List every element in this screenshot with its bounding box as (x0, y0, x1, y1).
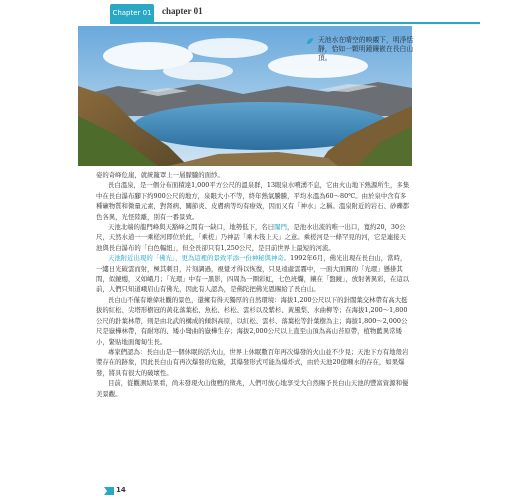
chapter-tab: Chapter 01 (110, 4, 154, 22)
page-tab-icon (104, 487, 114, 495)
paragraph-1: 姿的奇峰危崖，就統籠罩上一層朦朧的面紗。 (96, 171, 224, 179)
header-rule (110, 22, 480, 24)
article-body (96, 170, 412, 399)
paragraph-4 (96, 253, 412, 295)
page-footer (104, 486, 144, 496)
paragraph-7: 目前，從觀測結果看，尚未發現火山復甦的徵兆，人們可放心地享受大自然賜予長白山天池的豐富資源和優美景觀。 (96, 379, 409, 398)
leaf-icon (306, 37, 314, 45)
photo-caption: 天池水在晴空的映襯下，明淨恬靜，恰如一顆明鏡鑲嵌在長白山頂。 (318, 36, 414, 62)
paragraph-3 (96, 222, 412, 253)
paragraph-4-highlight: 天池附近出現的「佛光」，更為這裡的景致平添一份神秘與神奇。 (108, 254, 291, 263)
chapter-header (62, 4, 480, 24)
page-number: 14 (116, 486, 126, 494)
chapter-title: chapter 01 (162, 6, 203, 16)
paragraph-3-text-a: 天池北端的龍門峰與天豁峰之間有一缺口，地勢低下，名曰 (108, 223, 275, 232)
paragraph-3-text-b: ，是池水出流的唯一出口，寬約20，30公尺，天然水道一一乘槎河即位於此，「乘槎」乃神話「乘木筏上天」之意。乘槎河是一條罕見的河，它是連接天池與長白瀑布的「白色輻紐」，但全長卻只有1,250公尺，是目前世界上最短的河流。 (96, 223, 406, 252)
paragraph-4-text: 1992年6月，佛光出現在長白山，當時，一縷日光破雲而射，極其刺目，片刻調過，視覺才得以恢復，只見遠處雲霧中，一面大面圓的「光環」懸掛其間，似鏡燭，又如峨月；「光環」中有一黑影，四周為一圈彩虹，七色班爛，鑲在「盤鏡」，放射著異彩，在這以前，人們只知道峨眉山有佛光，因此有人認為，是佛陀把佛光恩賜給了長白山。 (96, 254, 410, 294)
paragraph-2: 長白溫泉，是一個分布面積達1,000平方公尺的溫泉群，13眼泉水噴湧不息，它由火山地下熱源所生，多集中在長白瀑布腳下約900公尺的地方，泉眼大小不等，終年熱氣騰騰，平均水溫為60～80℃。由於泉中含有多種礦物質和微量元素，對肾病、關節炎、皮膚病等均有療效，因而又有「神水」之稱。溫泉附近的岩石、砂礫都色各異，光怪陸離，別有一番景致。 (96, 181, 410, 221)
paragraph-3-highlight: 闥門 (274, 223, 287, 232)
paragraph-5: 長白山不僅有雄偉壯觀的景色，還擁有得天獨厚的自然環境：海拔1,200公尺以下的針闊葉交林帶有高大挺拔的紅松、尖塔形樹冠的黃花落葉松、魚松、杉松、雲杉以及紫杉、黃風梨、水曲柳等；在海拔1,200～1,800公尺的針葉林帶，則是由北武的構成的傾斜高原，以紅松、雲杉、落葉松等針葉樹為主；海拔1,800～2,000公尺是嶽樺林帶，有耐寒的、矮小彎曲的嶽樺生存；海拔2,000公尺以上直至山頂為高山苔原帶，植物藍異常矮小，緊貼地面匍匐生長。 (96, 295, 408, 346)
paragraph-6: 專家們認為：長白山是一個休眠的活火山，世界上休眠數百年再次爆發的火山並不少見；天池下方有地殼岩漿存在的跡象，因此長白山有再次爆發的危險，其爆發形式可能為爆炸式，由於天池20億噸水的存在，如果爆發，將具有很大的破壞性。 (96, 347, 409, 377)
